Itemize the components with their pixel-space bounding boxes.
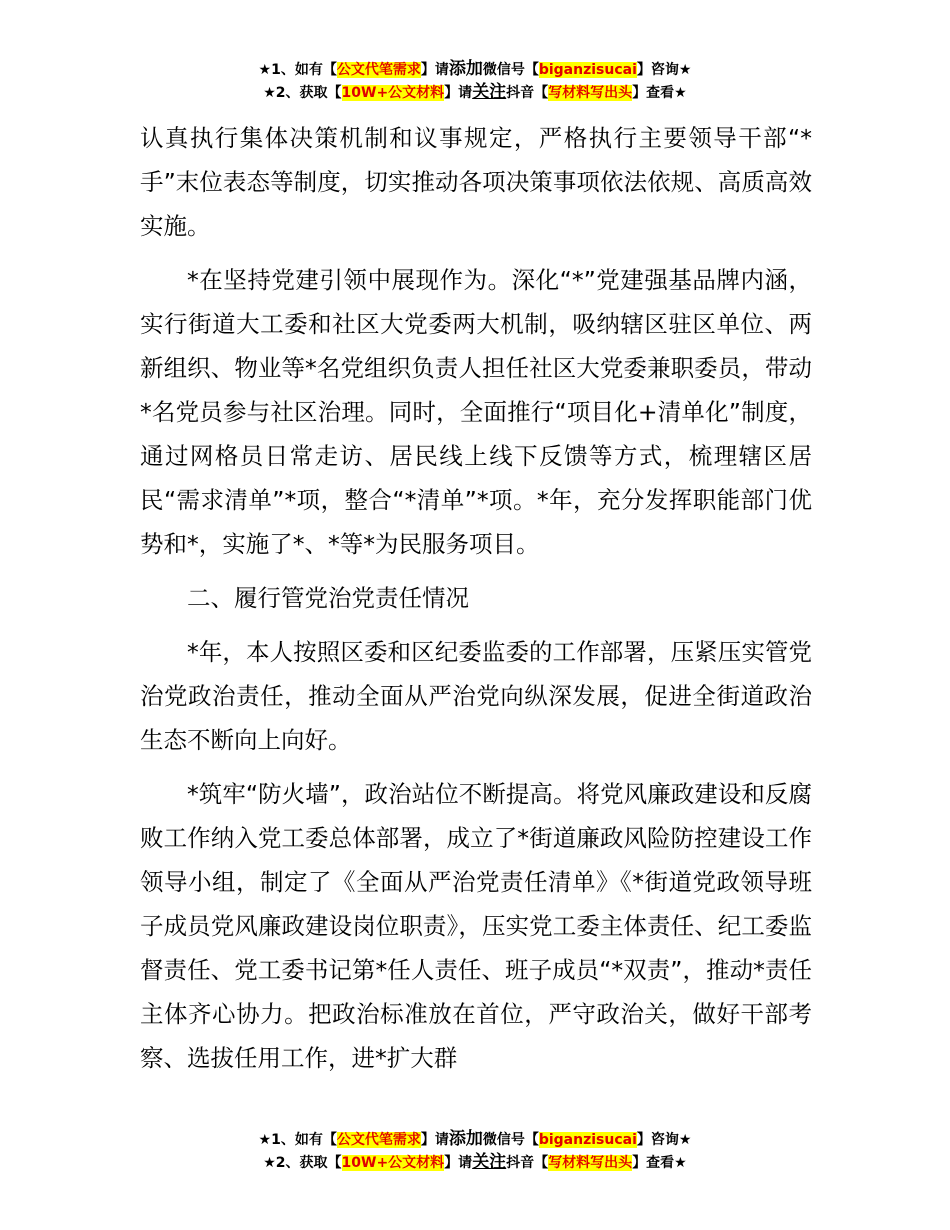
paragraph-party-building: *在坚持党建引领中展现作为。深化“*”党建强基品牌内涵，实行街道大工委和社区大党委两大机制，吸纳辖区驻区单位、两新组织、物业等*名党组织负责人担任社区大党委兼职委员，带动*名党员参与社区治理。同时，全面推行“项目化+清单化”制度，通过网格员日常走访、居民线上线下反馈等方式，梳理辖区居民“需求清单”*项，整合“*清单”*项。*年，充分发挥职能部门优势和*，实施了*、*等*为民服务项目。 [140,266,812,558]
banner-text: ★2、获取【 [263,85,342,101]
banner-text: ★1、如有【 [258,62,337,78]
header-banner-line-1 [0,58,950,81]
highlight-materials: 10W+公文材料 [341,85,445,101]
banner-emphasis: 关注 [472,1152,507,1172]
banner-text: 】请 [444,85,473,101]
paragraph-decision-making: 认真执行集体决策机制和议事规定，严格执行主要领导干部“*手”末位表态等制度，切实推动各项决策事项依法依规、高质高效实施。 [140,124,812,240]
footer-banner-line-2 [0,1151,950,1174]
banner-text: 】请 [444,1155,473,1171]
banner-text: 】请 [420,1132,449,1148]
banner-text: 】咨询★ [636,1132,692,1148]
banner-text: 】查看★ [632,1155,687,1171]
banner-text: ★1、如有【 [258,1132,337,1148]
banner-text: 抖音【 [506,85,549,101]
banner-text: 微信号【 [482,1132,539,1148]
document-body [140,116,812,1090]
section-heading-responsibility: 二、履行管党治党责任情况 [187,584,469,612]
banner-emphasis: 添加 [448,1129,483,1149]
highlight-douyin-account: 写材料写出头 [548,1155,633,1171]
highlight-materials: 10W+公文材料 [341,1155,445,1171]
banner-text: 】请 [420,62,449,78]
highlight-douyin-account: 写材料写出头 [548,85,633,101]
footer-banner-line-1 [0,1128,950,1151]
banner-text: ★2、获取【 [263,1155,342,1171]
paragraph-responsibility-overview: *年，本人按照区委和区纪委监委的工作部署，压紧压实管党治党政治责任，推动全面从严治党向纵深发展，促进全街道政治生态不断向上向好。 [140,638,812,754]
paragraph-firewall: *筑牢“防火墙”，政治站位不断提高。将党风廉政建设和反腐败工作纳入党工委总体部署，成立了*街道廉政风险防控建设工作领导小组，制定了《全面从严治党责任清单》《*街道党政领导班子成员党风廉政建设岗位职责》，压实党工委主体责任、纪工委监督责任、党工委书记第*任人责任、班子成员“*双责”，推动*责任主体齐心协力。把政治标准放在首位，严守政治关，做好干部考察、选拔任用工作，进*扩大群 [140,780,812,1072]
header-banner-line-2 [0,81,950,104]
header-banner [0,58,950,104]
banner-text: 】查看★ [632,85,687,101]
highlight-service: 公文代笔需求 [336,1132,421,1148]
highlight-wechat-id: biganzisucai [538,62,637,78]
highlight-service: 公文代笔需求 [336,62,421,78]
banner-emphasis: 关注 [472,82,507,102]
banner-text: 抖音【 [506,1155,549,1171]
banner-emphasis: 添加 [448,59,483,79]
banner-text: 微信号【 [482,62,539,78]
highlight-wechat-id: biganzisucai [538,1132,637,1148]
banner-text: 】咨询★ [636,62,692,78]
footer-banner [0,1128,950,1174]
